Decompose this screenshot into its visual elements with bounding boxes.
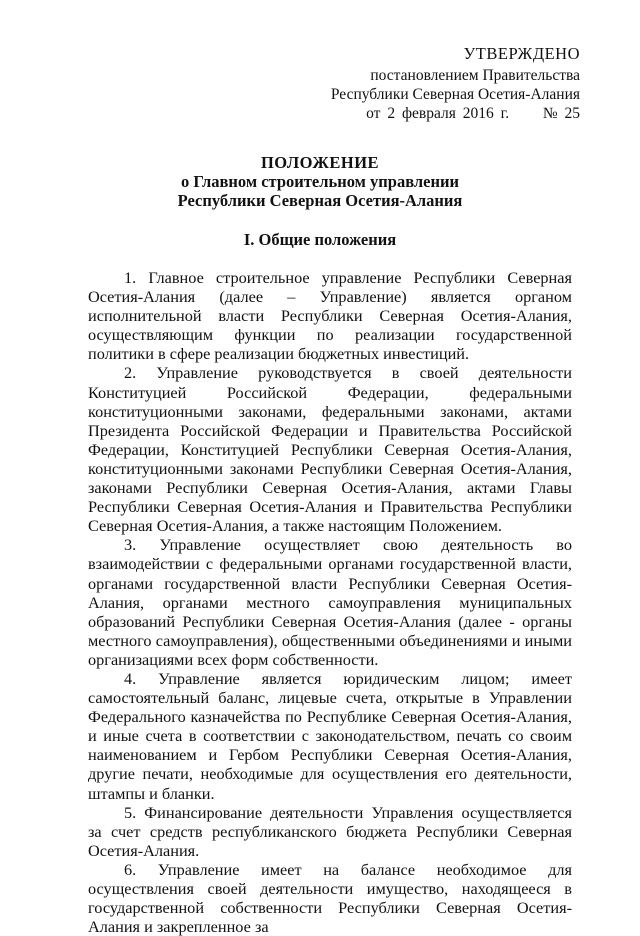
document-body [88,268,572,936]
approval-date: 2 февраля 2016 г. [387,105,510,122]
paragraph-2: 2. Управление руководствуется в своей деятельности Конституцией Российской Федерации, федеральными конституционными законами, федеральными законами, актами Президента Российской Федерации и Правительства Российской Федерации, Конституцией Республики Северная Осетия-Алания, конституционными законами Республики Северная Осетия-Алания, законами Республики Северная Осетия-Алания, актами Главы Республики Северная Осетия-Алания и Правительства Республики Северная Осетия-Алания, а также настоящим Положением. [88,363,572,536]
approval-date-line [331,104,580,123]
document-title-line-2: Республики Северная Осетия-Алания [177,191,463,210]
document-title [0,153,640,210]
paragraph-1: 1. Главное строительное управление Республики Северная Осетия-Алания (далее – Управление) является органом исполнительной власти Республики Северная Осетия-Алания, осуществляющим функции по реализации государственной политики в сфере реализации бюджетных инвестиций. [88,268,572,364]
section-heading: I. Общие положения [243,230,397,249]
approval-number: № 25 [542,105,580,122]
approval-heading: УТВЕРЖДЕНО [463,44,580,63]
document-title-main: ПОЛОЖЕНИЕ [260,153,380,172]
paragraph-3: 3. Управление осуществляет свою деятельность во взаимодействии с федеральными органами государственной власти, органами государственной власти Республики Северная Осетия-Алания, органами местного самоуправления муниципальных образований Республики Северная Осетия-Алания (далее - органы местного самоуправления), общественными объединениями и иными организациями всех форм собственности. [88,535,572,669]
document-title-line-1: о Главном строительном управлении [181,172,459,191]
paragraph-6: 6. Управление имеет на балансе необходимое для осуществления своей деятельности имущество, находящееся в государственной собственности Республики Северная Осетия-Алания и закрепленное за [88,859,572,936]
approval-stamp [331,44,580,123]
approval-line-1: постановлением Правительства [370,67,580,84]
paragraph-4: 4. Управление является юридическим лицом; имеет самостоятельный баланс, лицевые счета, открытые в Управлении Федерального казначейства по Республике Северная Осетия-Алания, и иные счета в соответствии с законодательством, печать со своим наименованием и Гербом Республики Северная Осетия-Алания, другие печати, необходимые для осуществления его деятельности, штампы и бланки. [88,668,572,803]
approval-line-2: Республики Северная Осетия-Алания [330,86,580,103]
approval-date-prefix: от [366,105,381,122]
paragraph-5: 5. Финансирование деятельности Управления осуществляется за счет средств республиканского бюджета Республики Северная Осетия-Алания. [88,802,572,860]
